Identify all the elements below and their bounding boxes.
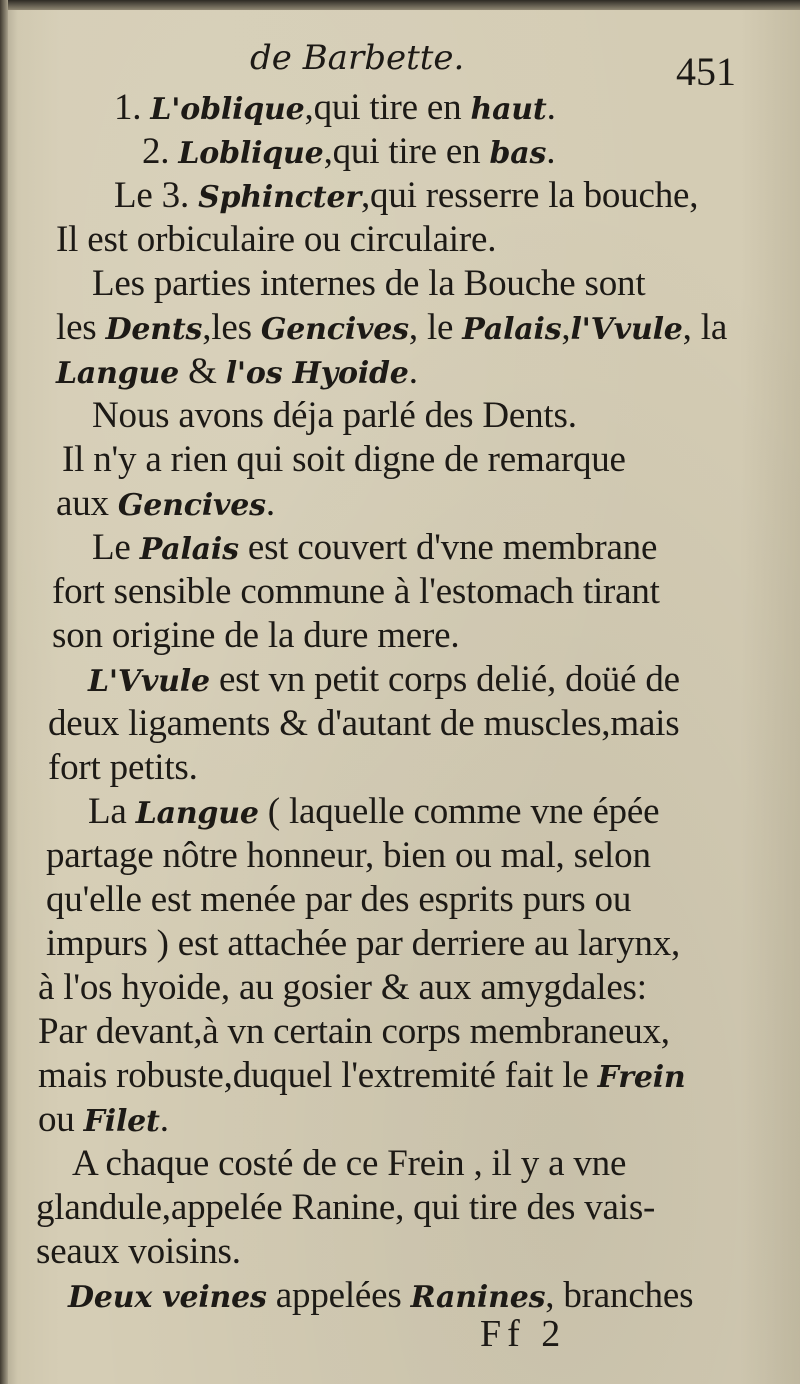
text-line: A chaque costé de ce Frein , il y a vne	[72, 1143, 627, 1184]
text-line: 2. Loblique,qui tire en bas.	[142, 131, 556, 172]
text-line: fort sensible commune à l'estomach tirant	[52, 571, 660, 612]
text-line: aux Gencives.	[56, 483, 275, 524]
text-line: ou Filet.	[38, 1099, 169, 1140]
text-line: qu'elle est menée par des esprits purs ou	[46, 879, 632, 920]
text-line: Langue & l'os Hyoide.	[56, 351, 418, 392]
page-top-edge	[0, 0, 800, 10]
signature-mark: Ff 2	[480, 1313, 567, 1355]
text-line: son origine de la dure mere.	[52, 615, 460, 656]
page-number: 451	[676, 49, 736, 94]
text-line: Nous avons déja parlé des Dents.	[92, 395, 577, 436]
text-line: Le 3. Sphincter,qui resserre la bouche,	[114, 175, 699, 216]
text-line: L'Vvule est vn petit corps delié, doüé de	[88, 659, 680, 700]
text-line: La Langue ( laquelle comme vne épée	[88, 791, 660, 832]
text-line: mais robuste,duquel l'extremité fait le Frein	[38, 1055, 686, 1096]
text-line: glandule,appelée Ranine, qui tire des vais-	[36, 1187, 656, 1228]
text-line: Deux veines appelées Ranines, branches	[68, 1275, 694, 1316]
text-line: Il n'y a rien qui soit digne de remarque	[62, 439, 626, 480]
text-line: seaux voisins.	[36, 1231, 241, 1272]
text-line: impurs ) est attachée par derriere au larynx,	[46, 923, 681, 964]
page-gutter	[0, 0, 8, 1384]
running-title: de Barbette.	[250, 38, 465, 78]
text-line: 1. L'oblique,qui tire en haut.	[114, 87, 556, 128]
text-line: à l'os hyoide, au gosier & aux amygdales:	[38, 967, 647, 1008]
text-line: Le Palais est couvert d'vne membrane	[92, 527, 658, 568]
text-line: les Dents,les Gencives, le Palais,l'Vvule, la	[56, 307, 728, 348]
text-line: Il est orbiculaire ou circulaire.	[56, 219, 497, 260]
text-line: fort petits.	[48, 747, 198, 788]
text-line: Par devant,à vn certain corps membraneux,	[38, 1011, 670, 1052]
text-line: deux ligaments & d'autant de muscles,mais	[48, 703, 680, 744]
text-line: Les parties internes de la Bouche sont	[92, 263, 646, 304]
text-line: partage nôtre honneur, bien ou mal, selon	[46, 835, 651, 876]
